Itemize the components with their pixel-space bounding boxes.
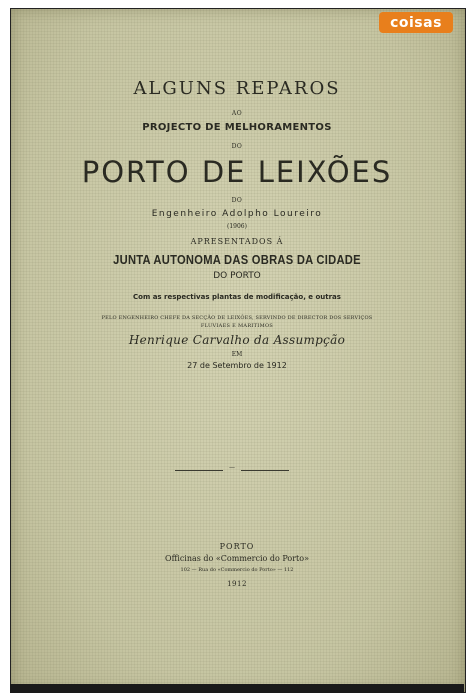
publication-year: 1912 [227,580,247,588]
city-line: DO PORTO [213,271,261,281]
connector-do: DO [231,143,243,150]
engineer-role-line-2: FLUVIAES E MARITIMOS [200,323,274,329]
title-porto-de-leixoes: PORTO DE LEIXÕES [81,155,393,189]
author-name: Engenheiro Adolpho Loureiro [151,209,323,219]
publisher-name: Officinas do «Commercio do Porto» [165,554,309,563]
publisher-address: 102 — Rua do «Commercio do Porto» — 112 [180,567,294,573]
rule-right [241,470,289,471]
author-year-note: (1906) [227,223,247,230]
title-projecto: PROJECTO DE MELHORAMENTOS [142,122,332,133]
connector-ao: AO [231,110,243,117]
connector-do-2: DO [231,197,243,204]
title-alguns-reparos: ALGUNS REPAROS [133,78,341,99]
rule-left [175,470,223,471]
engineer-name: Henrique Carvalho da Assumpção [128,333,346,347]
watermark-text: coisas [390,14,442,31]
coisas-watermark-logo [379,12,453,33]
date-prefix: EM [231,351,243,358]
date-line: 27 de Setembro de 1912 [187,361,287,370]
imprint-city: PORTO [219,542,255,551]
rule-center-mark: — [229,464,235,471]
engineer-role-line-1: PELO ENGENHEIRO CHEFE DA SECÇÃO DE LEIXÕES, SERVINDO DE DIRECTOR DOS SERVIÇOS [101,315,373,321]
plans-note: Com as respectivas plantas de modificação, e outras [133,293,341,301]
ornamental-rule [175,464,289,474]
cover-bottom-edge [10,684,464,693]
institution-name: JUNTA AUTONOMA DAS OBRAS DA CIDADE [113,252,361,267]
presented-to: APRESENTADOS Á [190,237,284,246]
